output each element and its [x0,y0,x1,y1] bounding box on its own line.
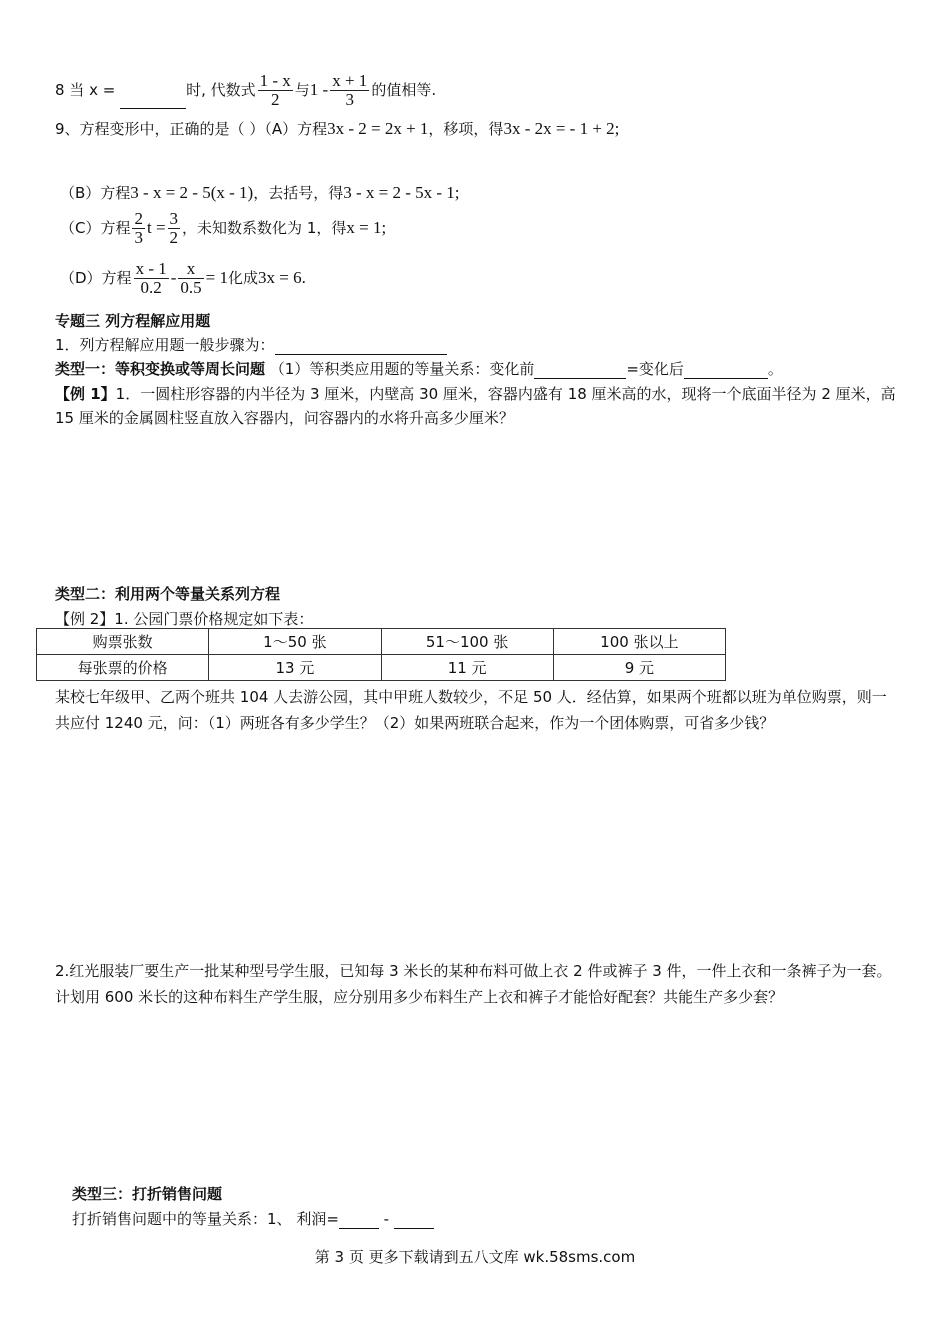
example-2-label: 【例 2】1. 公园门票价格规定如下表： [55,610,314,628]
question-9-a [55,118,619,139]
q8-fraction-1: $\frac{1 - x}{2}$ [259,71,291,109]
q9-d-label: （D）方程 [60,269,132,287]
example-2-text: 某校七年级甲、乙两个班共 104 人去游公园，其中甲班人数较少，不足 50 人．经估算，如果两个班都以班为单位购票，则一共应付 1240 元，问：（1）两班各有多少学生？（2）如果两班联合起来，作为一个团体购票，可省多少钱？ [55,688,887,732]
question-9-d [60,260,306,297]
q9-c-label: （C）方程 [60,219,131,237]
example-1-text: 1．一圆柱形容器的内半径为 3 厘米，内壁高 30 厘米，容器内盛有 18 厘米高的水，现将一个底面半径为 2 厘米，高 15 厘米的金属圆柱竖直放入容器内，问容器内的水将升高多少厘米？ [55,385,896,427]
q8-suffix: 的值相等. [371,81,437,99]
q9-b-result: 3 - x = 2 - 5x - 1; [343,183,460,202]
table-cell: 13 元 [209,655,381,681]
type-3-blank-2 [394,1214,434,1229]
q9-intro: 9、方程变形中，正确的是（ ）（A）方程 [55,120,328,138]
q9-b-equation: 3 - x = 2 - 5(x - 1) [130,183,254,202]
table-cell: 51～100 张 [381,629,553,655]
steps-label: 1．列方程解应用题一般步骤为： [55,336,275,354]
table-cell: 9 元 [553,655,725,681]
q9-c-result: x = 1; [346,218,387,237]
q9-c-fraction-1: $\frac{2}{3}$ [134,209,143,247]
table-cell: 1～50 张 [209,629,381,655]
q9-d-result: 3x = 6. [258,268,306,287]
q9-d-mid: 化成 [228,269,259,287]
table-row [37,655,726,681]
topic-3-title: 专题三 列方程解应用题 [55,312,211,330]
type-2-title: 类型二：利用两个等量关系列方程 [55,585,281,603]
type-3-minus: - [378,1210,394,1228]
question-8 [55,72,436,109]
q9-a-mid: ，移项，得 [428,120,504,138]
q8-one-minus: 1 - [309,80,329,99]
type-1-text: （1）等积类应用题的等量关系：变化前 [269,360,535,378]
q9-d-fraction-1: $\frac{x - 1}{0.2}$ [135,259,167,297]
q9-d-fraction-2: $\frac{x}{0.5}$ [180,259,202,297]
question-2-text: 2.红光服装厂要生产一批某种型号学生服，已知每 3 米长的某种布料可做上衣 2 件或裤子 3 件，一件上衣和一条裤子为一套。计划用 600 米长的这种布料生产学生服，应分别用多少布料生产上衣和裤子才能恰好配套？共能生产多少套？ [55,962,892,1006]
q9-a-equation: 3x - 2 = 2x + 1 [327,119,429,138]
example-1-label: 【例 1】 [55,385,116,403]
type-1-blank-after [684,364,768,379]
table-row [37,629,726,655]
type-3-line [72,1208,434,1229]
question-9-c [60,210,386,247]
ticket-price-table [36,628,726,681]
q8-blank [120,94,186,109]
steps-line [55,334,447,355]
q9-d-equals: = 1 [205,268,228,287]
q8-fraction-2: $\frac{x + 1}{3}$ [332,71,368,109]
q8-prefix: 8 当 x = [55,81,121,99]
question-9-b [60,182,460,203]
example-1 [55,382,897,430]
q9-c-t: t = [146,218,166,237]
q9-d-minus: - [170,268,177,287]
q9-b-label: （B）方程 [60,184,131,202]
type-1-line [55,358,783,379]
q8-mid: 时, 代数式 [186,81,256,99]
type-3-blank-1 [339,1214,379,1229]
steps-blank [275,340,447,355]
q9-a-result: 3x - 2x = - 1 + 2; [503,119,620,138]
table-cell: 购票张数 [37,629,209,655]
q9-b-mid: ，去括号，得 [253,184,344,202]
type-3-text: 打折销售问题中的等量关系：1、 利润= [72,1210,339,1228]
type-1-after-label: =变化后 [626,360,684,378]
q9-c-fraction-2: $\frac{3}{2}$ [169,209,179,247]
table-cell: 每张票的价格 [37,655,209,681]
page-footer: 第 3 页 更多下载请到五八文库 wk.58sms.com [314,1248,636,1266]
table-cell: 11 元 [381,655,553,681]
table-cell: 100 张以上 [553,629,725,655]
type-1-title: 类型一：等积变换或等周长问题 [55,360,266,378]
type-3-title: 类型三：打折销售问题 [72,1185,223,1203]
type-1-blank-before [534,364,626,379]
q8-with: 与 [294,81,310,99]
q9-c-mid: ，未知数系数化为 1，得 [182,219,347,237]
type-1-end: 。 [767,360,783,378]
